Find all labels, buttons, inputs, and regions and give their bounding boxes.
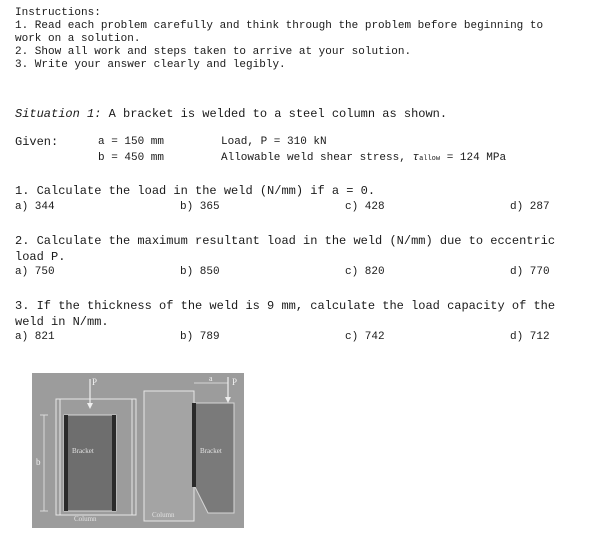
given-load: Load, P = 310 kN	[221, 136, 327, 148]
question-2-choice-d: d) 770	[510, 266, 550, 278]
question-2-text-continued: load P.	[15, 250, 66, 264]
question-3-text-continued: weld in N/mm.	[15, 315, 109, 329]
left-bracket-plate	[64, 415, 116, 511]
question-2-choice-c: c) 820	[345, 266, 385, 278]
instructions-heading: Instructions:	[15, 7, 101, 19]
question-2-choice-a: a) 750	[15, 266, 55, 278]
given-b: b = 450 mm	[98, 152, 165, 164]
figure-label-a: a	[209, 374, 213, 383]
instruction-item-1-continued: work on a solution.	[15, 33, 141, 45]
right-column-outline	[144, 391, 194, 521]
allowable-value: = 124 MPa	[446, 152, 507, 164]
given-allowable-stress	[221, 153, 506, 164]
question-1-choice-d: d) 287	[510, 201, 550, 213]
given-label: Given:	[15, 135, 59, 149]
right-weld	[192, 403, 196, 487]
figure-label-column-right: Column	[152, 511, 175, 519]
question-2-text: 2. Calculate the maximum resultant load in the weld (N/mm) due to eccentric	[15, 234, 556, 248]
question-3-choice-a: a) 821	[15, 331, 55, 343]
figure-label-column-left: Column	[74, 515, 97, 523]
tau-subscript: allow	[419, 155, 441, 163]
instruction-item-3: 3. Write your answer clearly and legibly.	[15, 59, 286, 71]
situation-statement	[15, 108, 447, 120]
question-3-text: 3. If the thickness of the weld is 9 mm, calculate the load capacity of the	[15, 299, 556, 313]
figure-label-bracket-right: Bracket	[200, 447, 222, 455]
question-2-choice-b: b) 850	[180, 266, 220, 278]
question-3-choice-b: b) 789	[180, 331, 220, 343]
allowable-prefix: Allowable weld shear stress,	[221, 152, 406, 164]
question-3-choice-c: c) 742	[345, 331, 385, 343]
given-a: a = 150 mm	[98, 136, 165, 148]
left-weld-a	[64, 415, 68, 511]
figure-label-p-right: P	[232, 377, 238, 387]
instruction-item-2: 2. Show all work and steps taken to arrive at your solution.	[15, 46, 412, 58]
question-1-choice-b: b) 365	[180, 201, 220, 213]
figure-label-bracket-left: Bracket	[72, 447, 94, 455]
bracket-column-figure	[32, 373, 244, 528]
question-1-choice-a: a) 344	[15, 201, 55, 213]
question-1-choice-c: c) 428	[345, 201, 385, 213]
left-weld-b	[112, 415, 116, 511]
situation-label: Situation 1:	[15, 107, 102, 121]
right-bracket-side	[194, 403, 234, 513]
question-1-text: 1. Calculate the load in the weld (N/mm) if a = 0.	[15, 184, 376, 198]
situation-text: A bracket is welded to a steel column as shown.	[101, 107, 448, 121]
figure-label-p-left: P	[92, 377, 98, 387]
tau-symbol: τ	[412, 152, 420, 164]
instruction-item-1: 1. Read each problem carefully and think through the problem before beginning to	[15, 20, 544, 32]
question-3-choice-d: d) 712	[510, 331, 550, 343]
figure-label-b: b	[36, 457, 41, 467]
